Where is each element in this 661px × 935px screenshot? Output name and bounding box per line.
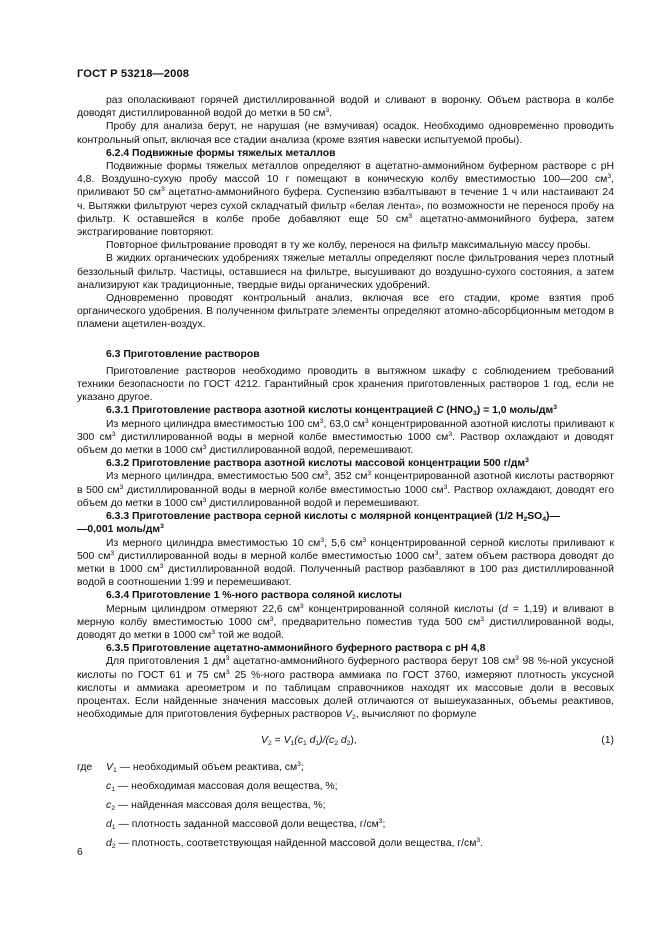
page-number: 6 — [77, 847, 83, 858]
section-heading-6-3-3: 6.3.3 Приготовление раствора серной кислоты с молярной концентрацией (1/2 $H_2SO_4)—$ —0,001 моль/$дм^3$ — [77, 511, 560, 536]
paragraph: Из мерного цилиндра вместимостью 10 $см^3$, 5,6 $см^3$ концентрированной серной кислоты приливают к 500 $см^3$ дистиллированной воды в мерной колбе вместимостью 1000 $см^3$, затем объем раствора доводят до метки в 1000 $см^3$ дистиллированной водой. Полученный раствор разбавляют в 100 раз дистиллированной водой в соотношении 1:99 и перемешивают. — [77, 536, 614, 589]
section-heading-6-3: 6.3 Приготовление растворов — [106, 348, 260, 360]
section-heading-6-2-4: 6.2.4 Подвижные формы тяжелых металлов — [106, 147, 336, 159]
definition-item: $c_1$ — необходимая массовая доля вещества, %; — [106, 781, 338, 794]
paragraph: Из мерного цилиндра, вместимостью 500 $см^3$, 352 $см^3$ концентрированной азотной кислоты растворяют в 500 $см^3$ дистиллированной воды в мерной колбе вместимостью 1000 $см^3$. Раствор охлаждают, доводят его объем до метки в 1000 $см^3$ дистиллированной водой и перемешивают. — [77, 470, 614, 509]
definition-item: $c_2$ — найденная массовая доля вещества, %; — [106, 800, 326, 813]
paragraph: Одновременно проводят контрольный анализ, включая все его стадии, кроме взятия проб органического удобрения. В полученном фильтрате элементы определяют атомно-абсорбционным методом в пламени ацетилен-воздух. — [77, 293, 614, 331]
paragraph: Пробу для анализа берут, не нарушая (не взмучивая) осадок. Необходимо одновременно проводить контрольный опыт, включая все стадии анализа (кроме взятия навески испытуемой пробы). — [77, 121, 614, 146]
paragraph: Мерным цилиндром отмеряют 22,6 $см^3$ концентрированной соляной кислоты (d = 1,19) и вливают в мерную колбу вместимостью 1000 $см^3$, предварительно поместив туда 500 $см^3$ дистиллированной воды, доводят до метки в 1000 $см^3$ той же водой. — [77, 602, 615, 641]
formula-1 — [77, 731, 614, 751]
definitions-lead: где — [77, 762, 93, 774]
paragraph: раз ополаскивают горячей дистиллированной водой и сливают в воронку. Объем раствора в колбе доводят дистиллированной водой до метки в 50 $см^3$. — [77, 95, 614, 120]
paragraph: Из мерного цилиндра вместимостью 100 $см^3$, 63,0 $см^3$ концентрированной азотной кислоты приливают к 300 $см^3$ дистиллированной воды в мерной колбе вместимостью 1000 $см^3$. Раствор охлаждают и доводят объем до метки в 1000 $см^3$ дистиллированной водой, перемешивают. — [77, 417, 615, 457]
document-body — [77, 94, 614, 856]
paragraph: Повторное фильтрование проводят в ту же колбу, перенося на фильтр максимальную массу пробы. — [106, 240, 591, 252]
definitions-list — [77, 761, 614, 856]
paragraph: Приготовление растворов необходимо проводить в вытяжном шкафу с соблюдением требований техники безопасности по ГОСТ 4212. Гарантийный срок хранения приготовленных растворов 1 год, если не указано другое. — [77, 365, 614, 404]
formula-number: (1) — [601, 735, 614, 747]
formula-expression: $V_2 = V_1(c_1$ $d_1)/(c_2$ $d_2$), — [261, 735, 357, 748]
section-heading-6-3-5: 6.3.5 Приготовление ацетатно-аммонийного буферного раствора с pH 4,8 — [106, 643, 486, 655]
paragraph: Для приготовления 1 $дм^3$ ацетатно-аммонийного буферного раствора берут 108 $см^3$ 98 %-ной уксусной кислоты по ГОСТ 61 и 75 $см^3$ 25 %-ного раствора аммиака по ГОСТ 3760, измеряют плотность уксусной кислоты и аммиака ареометром и по таблицам справочников находят их массовые доли в весовых процентах. Если найденные значения массовых долей отличаются от вышеуказанных, объемы реактивов, необходимые для приготовления буферных растворов $V_2$, вычисляют по формуле — [77, 655, 614, 722]
definition-item: $d_2$ — плотность, соответствующая найденной массовой доли вещества, $г/см^3$. — [106, 837, 484, 851]
section-heading-6-3-4: 6.3.4 Приготовление 1 %-ного раствора соляной кислоты — [106, 590, 402, 602]
paragraph: В жидких органических удобрениях тяжелые металлы определяют после фильтрования через плотный беззольный фильтр. Частицы, оставшиеся на фильтре, высушивают до воздушно-сухого состояния, а затем анализируют как традиционные, твердые виды органических удобрений. — [77, 253, 614, 291]
definition-item: $V_1$ — необходимый объем реактива, $см^3$; — [106, 761, 304, 775]
document-header: ГОСТ Р 53218—2008 — [77, 68, 190, 80]
section-heading-6-3-1: 6.3.1 Приготовление раствора азотной кислоты концентрацией C $(HNO_3) = 1,0$ моль/$дм^3$ — [106, 404, 557, 418]
paragraph: Подвижные формы тяжелых металлов определяют в ацетатно-аммонийном буферном растворе с pH 4,8. Воздушно-сухую пробу массой 10 г помещают в коническую колбу вместимостью 100—200 $см^3$, приливают 50 $см^3$ ацетатно-аммонийного буфера. Суспензию взбалтывают в течение 1 ч или настаивают 24 ч. Вытяжки фильтруют через сухой складчатый фильтр «белая лента», по возможности не перенося пробу на фильтр. К оставшейся в колбе пробе добавляют еще 50 $см^3$ ацетатно-аммонийного буфера, затем экстрагирование повторяют. — [77, 161, 615, 239]
definition-item: $d_1$ — плотность заданной массовой доли вещества, $г/см^3$; — [106, 818, 386, 832]
section-heading-6-3-2: 6.3.2 Приготовление раствора азотной кислоты массовой концентрации 500 $г/дм^3$ — [106, 457, 529, 470]
